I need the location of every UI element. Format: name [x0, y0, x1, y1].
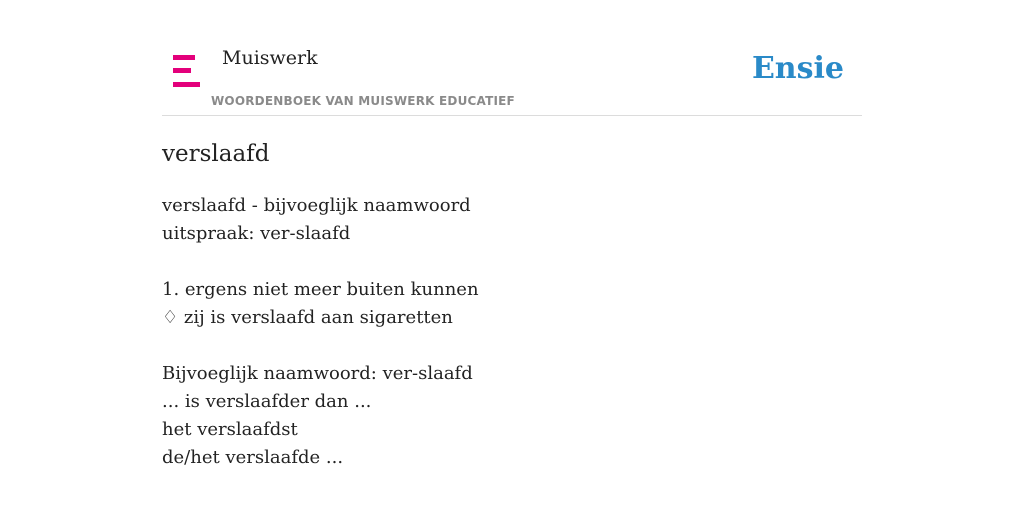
site-header — [162, 0, 862, 116]
definition-line: uitspraak: ver-slaafd — [162, 223, 351, 244]
definition-line: Bijvoeglijk naamwoord: ver-slaafd — [162, 363, 473, 384]
definition-line: verslaafd - bijvoeglijk naamwoord — [162, 195, 471, 216]
definition-line: de/het verslaafde ... — [162, 447, 344, 468]
ensie-logo-link[interactable]: Ensie — [751, 51, 844, 86]
definition-spacer — [162, 332, 862, 360]
brand-name[interactable]: Muiswerk — [222, 47, 318, 69]
definition-line: ... is verslaafder dan ... — [162, 391, 372, 412]
muiswerk-logo-icon[interactable] — [173, 55, 200, 87]
definition-line: ♢ zij is verslaafd aan sigaretten — [162, 307, 453, 328]
entry-title: verslaafd — [162, 141, 270, 167]
definition-body — [162, 192, 862, 472]
definition-line: 1. ergens niet meer buiten kunnen — [162, 279, 479, 300]
definition-line: het verslaafdst — [162, 419, 298, 440]
brand-tagline: WOORDENBOEK VAN MUISWERK EDUCATIEF — [211, 94, 515, 108]
definition-spacer — [162, 248, 862, 276]
